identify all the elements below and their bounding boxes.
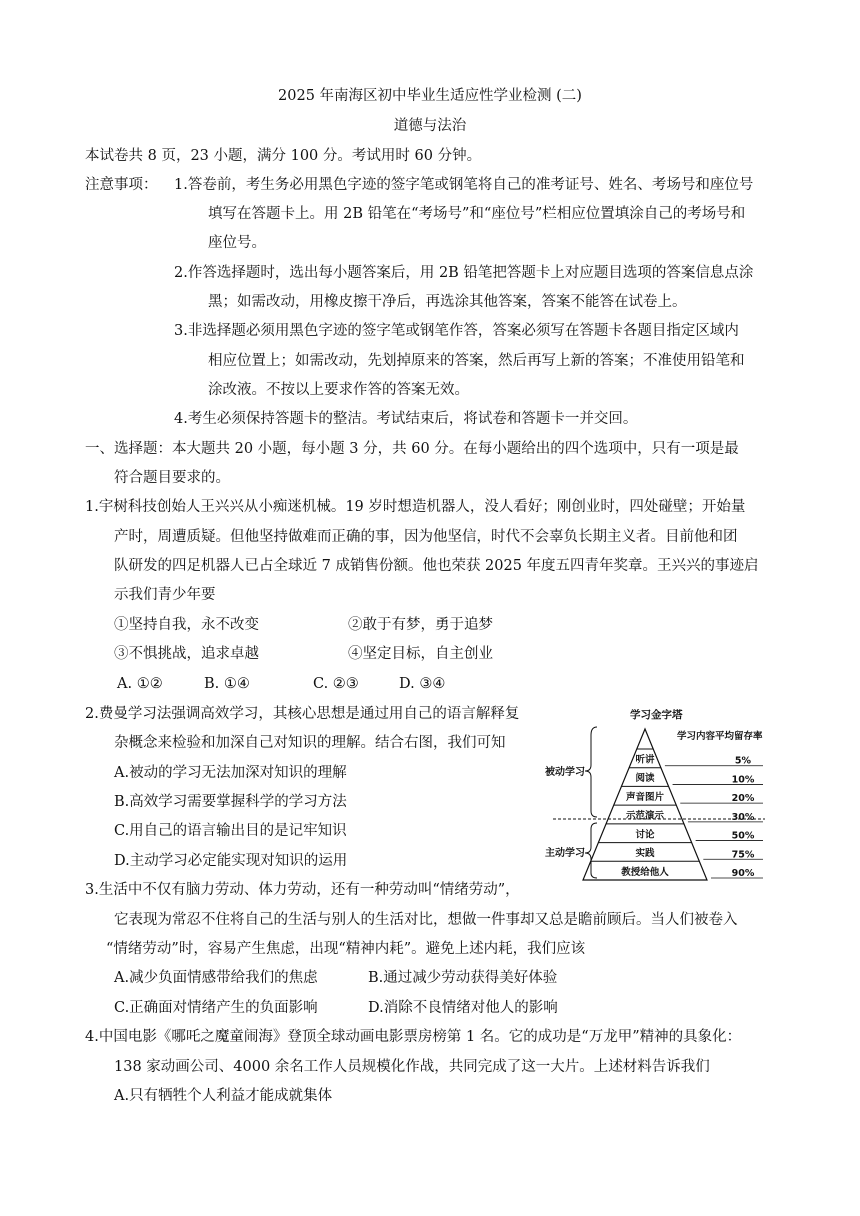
q4-line-1: 4.中国电影《哪吒之魔童闹海》登顶全球动画电影票房榜第 1 名。它的成功是“万龙甲”精神的具象化： <box>85 1029 742 1045</box>
figure-rate-header: 学习内容平均留存率 <box>677 731 763 742</box>
pyramid-level-rate: 5% <box>734 755 752 767</box>
pyramid-level-label: 讨论 <box>635 829 655 841</box>
notice-item-2-line-2: 黑；如需改动，用橡皮擦干净后，再选涂其他答案，答案不能答在试卷上。 <box>208 294 687 310</box>
q1-statement-4: ④坚定目标，自主创业 <box>348 646 493 662</box>
q3-line-3: “情绪劳动”时，容易产生焦虑，出现“精神内耗”。避免上述内耗，我们应该 <box>106 941 586 957</box>
pyramid-level-rate: 50% <box>731 830 755 842</box>
notice-item-2-line-1: 2.作答选择题时，选出每小题答案后，用 2B 铅笔把答题卡上对应题目选项的答案信息点涂 <box>174 265 754 281</box>
exam-title: 2025 年南海区初中毕业生适应性学业检测 (二) <box>278 88 582 104</box>
pyramid-level-label: 阅读 <box>635 773 655 785</box>
q1-statement-3: ③不惧挑战，追求卓越 <box>114 646 259 662</box>
notice-item-4-line-1: 4.考生必须保持答题卡的整洁。考试结束后，将试卷和答题卡一并交回。 <box>174 411 638 427</box>
q1-option-b: B. ①④ <box>204 676 250 692</box>
pyramid-level-label: 示范演示 <box>625 810 665 822</box>
passive-bracket <box>585 727 597 817</box>
q2-option-b: B.高效学习需要掌握科学的学习方法 <box>114 794 347 810</box>
pyramid-level-rate: 30% <box>731 811 755 823</box>
notice-item-3-line-2: 相应位置上；如需改动，先划掉原来的答案，然后再写上新的答案；不准使用铅笔和 <box>208 353 745 369</box>
q4-line-2: 138 家动画公司、4000 余名工作人员规模化作战，共同完成了这一大片。上述材料告诉我们 <box>114 1059 710 1075</box>
pyramid-level-rate: 75% <box>731 849 755 861</box>
figure-title: 学习金字塔 <box>630 709 683 721</box>
q3-option-c: C.正确面对情绪产生的负面影响 <box>114 1000 318 1016</box>
learning-pyramid-figure <box>545 705 770 885</box>
notice-item-1-line-2: 填写在答题卡上。用 2B 铅笔在“考场号”和“座位号”栏相应位置填涂自己的考场号和 <box>208 206 746 222</box>
q1-line-1: 1.宇树科技创始人王兴兴从小痴迷机械。19 岁时想造机器人，没人看好；刚创业时，四处碰壁；开始量 <box>85 499 746 515</box>
notice-item-1-line-3: 座位号。 <box>208 235 266 251</box>
q3-option-a: A.减少负面情感带给我们的焦虑 <box>114 970 318 986</box>
section1-heading-line-1: 一、选择题：本大题共 20 小题，每小题 3 分，共 60 分。在每小题给出的四个选项中，只有一项是最 <box>85 441 739 457</box>
q1-statement-1: ①坚持自我，永不改变 <box>114 617 259 633</box>
pyramid-level-label: 实践 <box>635 848 655 860</box>
q3-option-d: D.消除不良情绪对他人的影响 <box>368 1000 558 1016</box>
q1-statement-2: ②敢于有梦，勇于追梦 <box>348 617 493 633</box>
pyramid-level-rate: 20% <box>731 793 755 805</box>
q2-option-c: C.用自己的语言输出目的是记牢知识 <box>114 823 347 839</box>
subject-title: 道德与法治 <box>393 118 467 134</box>
q1-line-4: 示我们青少年要 <box>114 587 216 603</box>
notice-item-3-line-1: 3.非选择题必须用黑色字迹的签字笔或钢笔作答，答案必须写在答题卡各题目指定区域内 <box>174 323 739 339</box>
q2-option-d: D.主动学习必定能实现对知识的运用 <box>114 853 348 869</box>
q2-line-1: 2.费曼学习法强调高效学习，其核心思想是通过用自己的语言解释复 <box>85 706 520 722</box>
pyramid-level-rate: 10% <box>731 774 755 786</box>
pyramid-levels <box>583 729 763 880</box>
notice-label: 注意事项： <box>85 177 158 193</box>
q3-option-b: B.通过减少劳动获得美好体验 <box>368 970 558 986</box>
passive-label: 被动学习 <box>545 767 585 778</box>
pyramid-level-label: 声音图片 <box>625 791 665 803</box>
q1-option-c: C. ②③ <box>313 676 359 692</box>
q2-line-2: 杂概念来检验和加深自己对知识的理解。结合右图，我们可知 <box>114 735 506 751</box>
q3-line-1: 3.生活中不仅有脑力劳动、体力劳动，还有一种劳动叫“情绪劳动”， <box>85 882 520 898</box>
q1-option-a: A. ①② <box>117 676 163 692</box>
notice-item-3-line-3: 涂改液。不按以上要求作答的答案无效。 <box>208 382 469 398</box>
q1-option-d: D. ③④ <box>399 676 446 692</box>
q1-line-2: 产时，周遭质疑。但他坚持做难而正确的事，因为他坚信，时代不会辜负长期主义者。目前他和团 <box>114 529 738 545</box>
q4-option-a: A.只有牺牲个人利益才能成就集体 <box>114 1088 333 1104</box>
q1-line-3: 队研发的四足机器人已占全球近 7 成销售份额。他也荣获 2025 年度五四青年奖章。王兴兴的事迹启 <box>114 558 759 574</box>
pyramid-level-label: 听讲 <box>635 754 655 766</box>
q2-option-a: A.被动的学习无法加深对知识的理解 <box>114 765 347 781</box>
active-label: 主动学习 <box>545 848 585 859</box>
notice-item-1-line-1: 1.答卷前，考生务必用黑色字迹的签字笔或钢笔将自己的准考证号、姓名、考场号和座位号 <box>174 177 754 193</box>
intro-text: 本试卷共 8 页，23 小题，满分 100 分。考试用时 60 分钟。 <box>85 148 482 164</box>
pyramid-level-label: 教授给他人 <box>621 866 669 878</box>
pyramid-level-rate: 90% <box>731 868 755 879</box>
section1-heading-line-2: 符合题目要求的。 <box>114 470 230 486</box>
q3-line-2: 它表现为常忍不住将自己的生活与别人的生活对比，想做一件事却又总是瞻前顾后。当人们被卷入 <box>114 912 738 928</box>
